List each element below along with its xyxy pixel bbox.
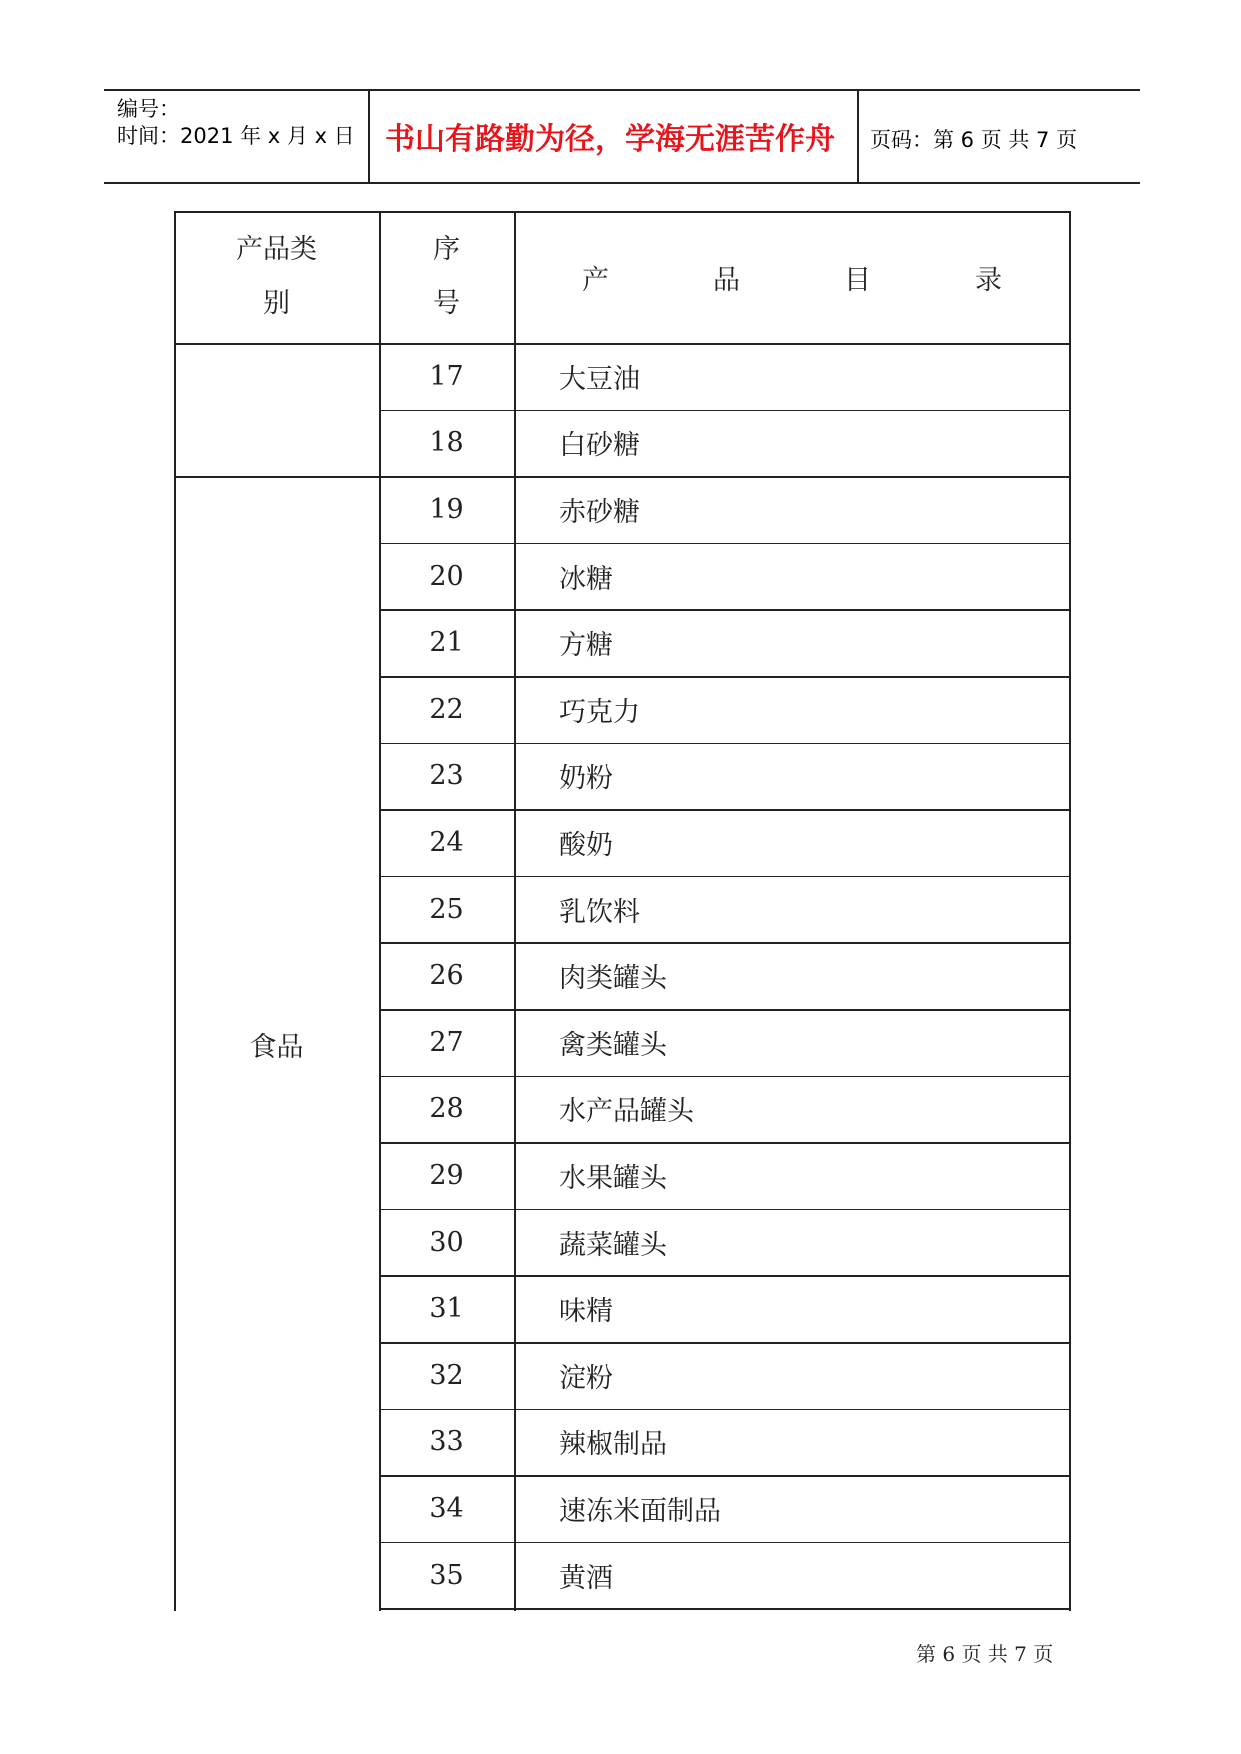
- row-seq: 27: [429, 1026, 464, 1058]
- column-header-category: [174, 211, 379, 343]
- row-seq: 18: [429, 427, 464, 459]
- category-divider: [174, 476, 379, 478]
- row-bottom-border: [379, 1608, 1070, 1610]
- column-header-seq: [379, 211, 514, 343]
- row-product-name: 水产品罐头: [559, 1096, 694, 1128]
- header-top-rule: [104, 89, 1140, 91]
- header-motto: 书山有路勤为径，学海无涯苦作舟: [385, 122, 835, 157]
- doc-number-label: 编号：: [117, 97, 180, 121]
- header-divider-right: [857, 89, 859, 184]
- row-product-name: 水果罐头: [559, 1162, 667, 1194]
- row-seq: 35: [429, 1559, 464, 1591]
- doc-time-label: 时间：2021 年 x 月 x 日: [117, 124, 355, 148]
- product-catalog-table: [174, 211, 1070, 1611]
- header-page-info: 页码：第 6 页 共 7 页: [870, 128, 1078, 152]
- column-header-seq-line2: 号: [433, 288, 460, 319]
- column-header-seq-line1: 序: [433, 234, 460, 265]
- row-product-name: 黄酒: [559, 1562, 613, 1594]
- row-product-name: 大豆油: [559, 363, 640, 395]
- catalog-header-char-2: 品: [713, 264, 740, 296]
- row-product-name: 酸奶: [559, 829, 613, 861]
- row-product-name: 辣椒制品: [559, 1429, 667, 1461]
- row-product-name: 速冻米面制品: [559, 1495, 721, 1527]
- row-product-name: 禽类罐头: [559, 1029, 667, 1061]
- row-product-name: 赤砂糖: [559, 496, 640, 528]
- row-seq: 31: [429, 1293, 464, 1325]
- column-divider-category: [379, 211, 381, 1611]
- catalog-header-char-1: 产: [582, 264, 609, 296]
- header-bottom-rule: [104, 182, 1140, 184]
- row-seq: 30: [429, 1226, 464, 1258]
- row-seq: 17: [429, 360, 464, 392]
- catalog-header-char-3: 目: [844, 264, 871, 296]
- catalog-header-char-4: 录: [975, 264, 1002, 296]
- row-product-name: 味精: [559, 1296, 613, 1328]
- row-seq: 29: [429, 1159, 464, 1191]
- row-product-name: 淀粉: [559, 1362, 613, 1394]
- row-seq: 21: [429, 627, 464, 659]
- row-product-name: 乳饮料: [559, 896, 640, 928]
- column-header-catalog: [514, 211, 1070, 343]
- row-seq: 24: [429, 826, 464, 858]
- page-footer: 第 6 页 共 7 页: [916, 1642, 1054, 1666]
- row-seq: 23: [429, 760, 464, 792]
- row-seq: 33: [429, 1426, 464, 1458]
- table-left-border: [174, 211, 176, 1611]
- row-seq: 22: [429, 693, 464, 725]
- row-seq: 26: [429, 960, 464, 992]
- row-product-name: 方糖: [559, 630, 613, 662]
- row-seq: 32: [429, 1359, 464, 1391]
- row-product-name: 冰糖: [559, 563, 613, 595]
- table-header-bottom-border: [174, 343, 1070, 345]
- row-seq: 25: [429, 893, 464, 925]
- row-product-name: 巧克力: [559, 696, 640, 728]
- row-product-name: 肉类罐头: [559, 963, 667, 995]
- row-seq: 34: [429, 1492, 464, 1524]
- category-cell-food: 食品: [249, 1031, 304, 1063]
- table-top-border: [174, 211, 1070, 213]
- row-product-name: 蔬菜罐头: [559, 1229, 667, 1261]
- column-header-category-line1: 产品类: [236, 234, 317, 265]
- table-right-border: [1069, 211, 1071, 1611]
- row-product-name: 奶粉: [559, 763, 613, 795]
- row-seq: 28: [429, 1093, 464, 1125]
- row-seq: 20: [429, 560, 464, 592]
- row-seq: 19: [429, 493, 464, 525]
- column-header-category-line2: 别: [263, 288, 290, 319]
- row-product-name: 白砂糖: [559, 430, 640, 462]
- column-divider-seq: [514, 211, 516, 1611]
